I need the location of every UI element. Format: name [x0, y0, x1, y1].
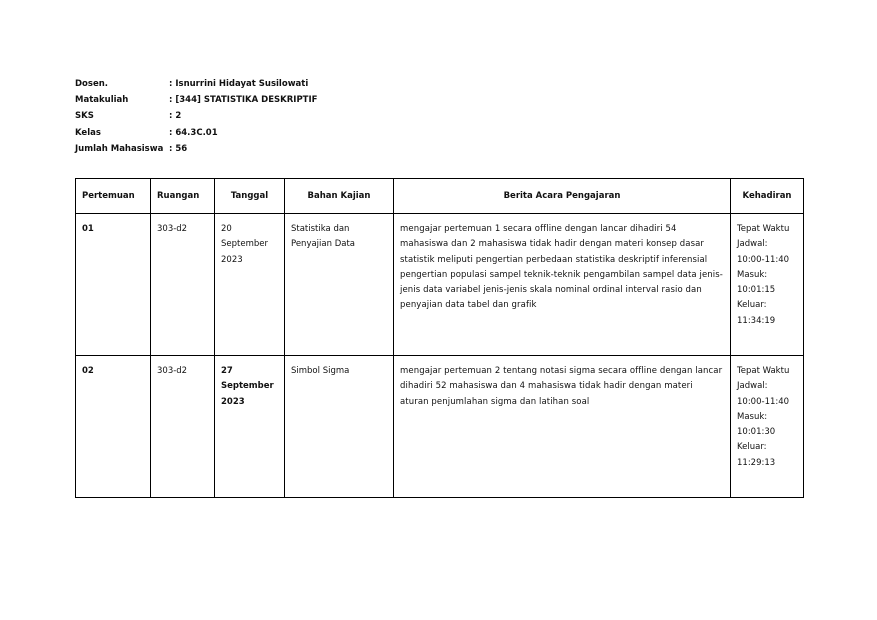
column-header-pertemuan: Pertemuan: [76, 179, 151, 214]
info-row-kelas: [75, 125, 317, 141]
info-label-kelas: Kelas: [75, 127, 101, 138]
column-header-kehadiran: Kehadiran: [731, 179, 804, 214]
info-value-kelas: : 64.3C.01: [169, 127, 218, 138]
info-label-sks: SKS: [75, 111, 94, 122]
info-row-jumlah-mahasiswa: [75, 141, 317, 157]
info-row-sks: [75, 108, 317, 124]
info-row-dosen: [75, 76, 317, 92]
table-row: [76, 356, 804, 498]
course-info: [75, 76, 317, 157]
cell-kehadiran: Tepat Waktu Jadwal: 10:00-11:40 Masuk: 10:01:30 Keluar: 11:29:13: [731, 356, 804, 498]
info-label-matakuliah: Matakuliah: [75, 95, 129, 106]
info-row-matakuliah: [75, 92, 317, 108]
cell-ruangan: 303-d2: [151, 214, 215, 356]
info-value-jumlah-mahasiswa: : 56: [169, 143, 188, 154]
table-row: [76, 214, 804, 356]
cell-bahan-kajian: Statistika dan Penyajian Data: [285, 214, 394, 356]
cell-pertemuan: 02: [76, 356, 151, 498]
info-value-dosen: : Isnurrini Hidayat Susilowati: [169, 79, 309, 89]
info-label-dosen: Dosen.: [75, 79, 108, 89]
teaching-report-table: [75, 178, 804, 498]
cell-bahan-kajian: Simbol Sigma: [285, 356, 394, 498]
cell-tanggal: 27 September 2023: [215, 356, 285, 498]
cell-kehadiran: Tepat Waktu Jadwal: 10:00-11:40 Masuk: 10:01:15 Keluar: 11:34:19: [731, 214, 804, 356]
info-value-matakuliah: : [344] STATISTIKA DESKRIPTIF: [169, 95, 318, 106]
column-header-tanggal: Tanggal: [215, 179, 285, 214]
cell-pertemuan: 01: [76, 214, 151, 356]
column-header-ruangan: Ruangan: [151, 179, 215, 214]
info-value-sks: : 2: [169, 111, 182, 122]
cell-tanggal: 20 September 2023: [215, 214, 285, 356]
cell-ruangan: 303-d2: [151, 356, 215, 498]
table-header-row: [76, 179, 804, 214]
info-label-jumlah-mahasiswa: Jumlah Mahasiswa: [75, 143, 164, 154]
cell-berita-acara: mengajar pertemuan 2 tentang notasi sigma secara offline dengan lancar dihadiri 52 mahasiswa dan 4 mahasiswa tidak hadir dengan materi aturan penjumlahan sigma dan latihan soal: [394, 356, 731, 498]
cell-berita-acara: mengajar pertemuan 1 secara offline dengan lancar dihadiri 54 mahasiswa dan 2 mahasiswa tidak hadir dengan materi konsep dasar statistik meliputi pengertian perbedaan statistika deskriptif inferensial pengertian populasi sampel teknik-teknik pengambilan sampel data jenis-jenis data variabel jenis-jenis skala nominal ordinal interval rasio dan penyajian data tabel dan grafik: [394, 214, 731, 356]
column-header-bahan-kajian: Bahan Kajian: [285, 179, 394, 214]
column-header-berita-acara: Berita Acara Pengajaran: [394, 179, 731, 214]
